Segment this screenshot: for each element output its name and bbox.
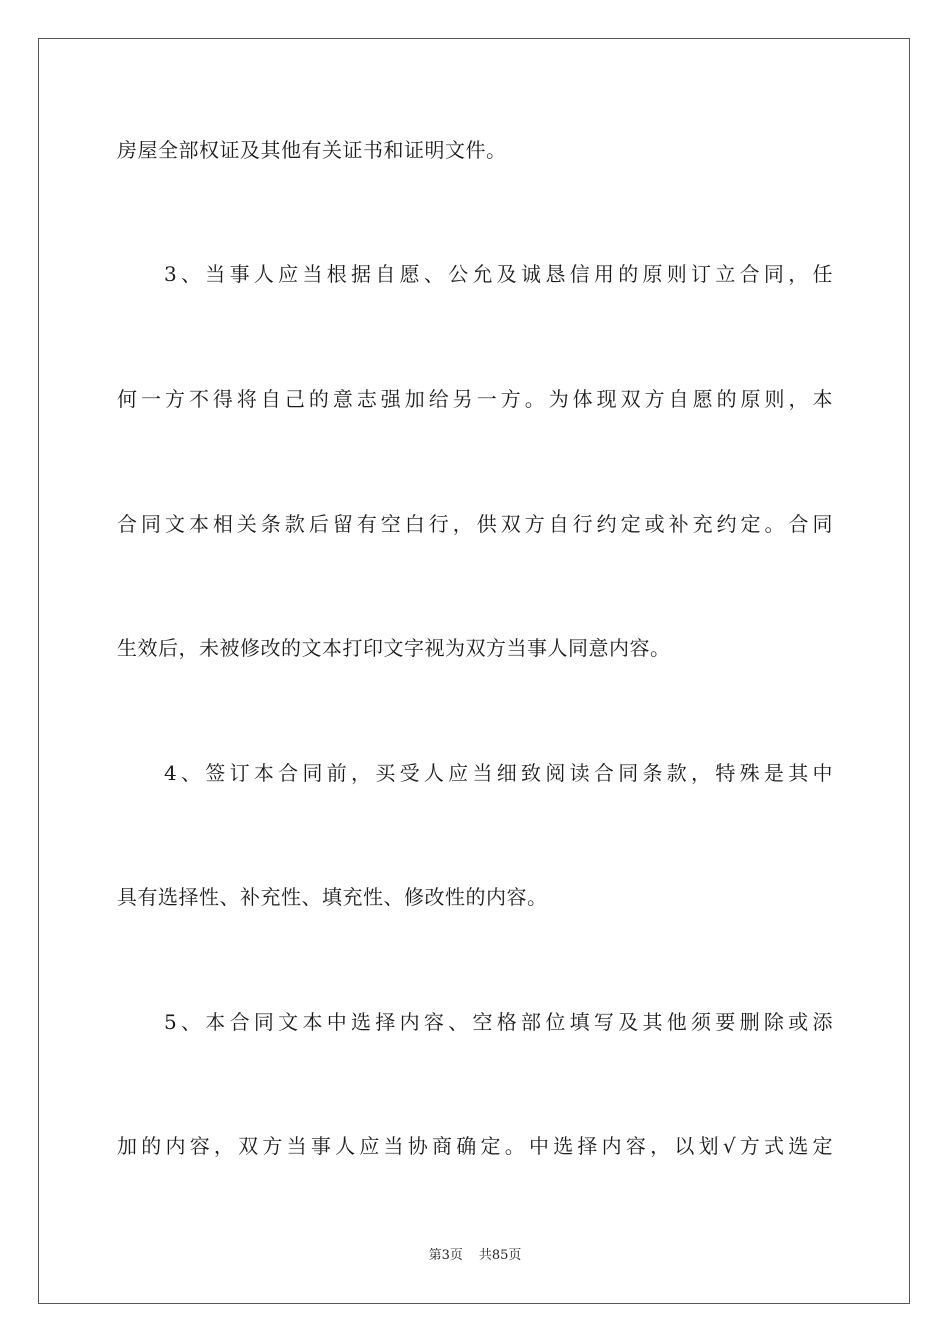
page-border [38,38,910,1304]
paragraph-line: 房屋全部权证及其他有关证书和证明文件。 [117,138,507,162]
paragraph-line: 生效后，未被修改的文本打印文字视为双方当事人同意内容。 [117,636,671,660]
paragraph-line: 何一方不得将自己的意志强加给另一方。为体现双方自愿的原则，本 [117,387,833,411]
paragraph-line: 合同文本相关条款后留有空白行，供双方自行约定或补充约定。合同 [117,512,833,536]
page-number: 第3页 [428,1248,463,1263]
paragraph-line: 4、签订本合同前，买受人应当细致阅读合同条款，特殊是其中 [164,761,833,785]
page-total: 共85页 [478,1248,522,1263]
paragraph-line: 5、本合同文本中选择内容、空格部位填写及其他须要删除或添 [164,1010,833,1034]
paragraph-line: 具有选择性、补充性、填充性、修改性的内容。 [117,885,548,909]
page-footer [0,1248,950,1264]
paragraph-line: 加的内容，双方当事人应当协商确定。中选择内容，以划√方式选定 [117,1134,833,1158]
paragraph-line: 3、当事人应当根据自愿、公允及诚恳信用的原则订立合同，任 [164,262,833,286]
